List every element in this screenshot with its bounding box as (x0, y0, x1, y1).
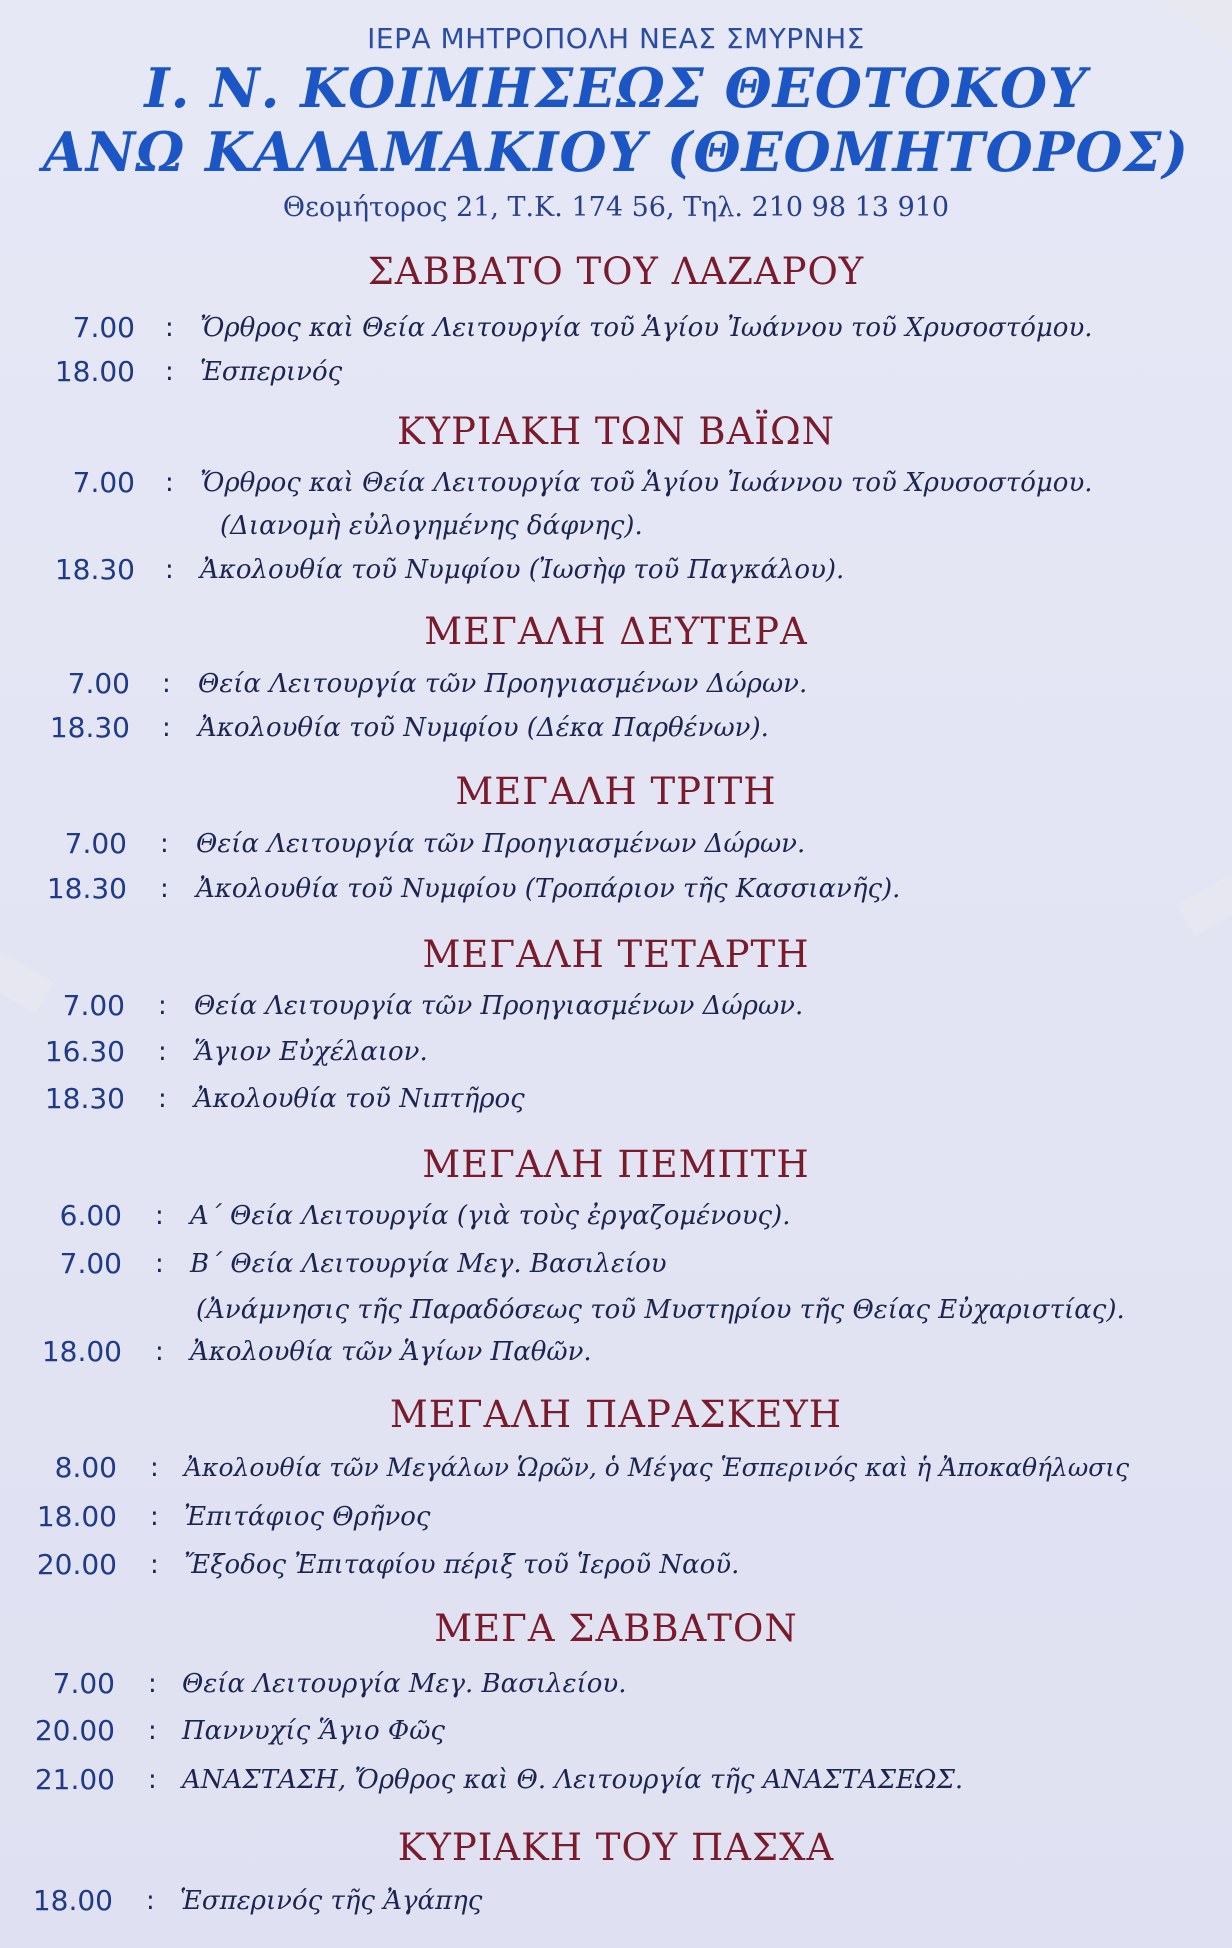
section-title-holy-friday: ΜΕΓΑΛΗ ΠΑΡΑΣΚΕΥΗ (389, 1393, 843, 1436)
service-description: Θεία Λειτουργία τῶν Προηγιασμένων Δώρων. (196, 829, 806, 859)
service-time: 7.00 (59, 1247, 122, 1280)
schedule-row (0, 350, 1232, 394)
service-description: Β΄ Θεία Λειτουργία Μεγ. Βασιλείου (190, 1249, 667, 1279)
service-time: 7.00 (67, 667, 130, 700)
service-time: 20.00 (34, 1714, 115, 1747)
service-description: Ἔξοδος Ἐπιταφίου πέριξ τοῦ Ἱεροῦ Ναοῦ. (184, 1550, 740, 1580)
service-description: Θεία Λειτουργία Μεγ. Βασιλείου. (182, 1669, 627, 1699)
schedule-row (0, 706, 1232, 750)
service-description: Ἀκολουθία τοῦ Νυμφίου (Τροπάριον τῆς Κασσιανῆς). (196, 874, 901, 904)
schedule-row (0, 662, 1232, 706)
service-time: 18.00 (32, 1884, 113, 1917)
time-separator: : (160, 874, 169, 904)
service-time: 7.00 (72, 311, 135, 344)
schedule-row (0, 1879, 1232, 1923)
time-separator: : (165, 468, 174, 498)
schedule-row (0, 1077, 1232, 1121)
service-time: 20.00 (36, 1548, 117, 1581)
schedule-row (0, 548, 1232, 592)
section-title-holy-tuesday: ΜΕΓΑΛΗ ΤΡΙΤΗ (455, 770, 777, 813)
service-time: 8.00 (54, 1451, 117, 1484)
schedule-row (0, 984, 1232, 1028)
schedule-row (0, 1495, 1232, 1539)
service-description: Ὄρθρος καὶ Θεία Λειτουργία τοῦ Ἁγίου Ἰωάννου τοῦ Χρυσοστόμου. (200, 468, 1093, 498)
time-separator: : (160, 829, 169, 859)
service-time: 7.00 (52, 1667, 115, 1700)
service-description: Ἀκολουθία τοῦ Νιπτῆρος (194, 1084, 525, 1114)
service-time: 7.00 (64, 827, 127, 860)
service-description: Ὄρθρος καὶ Θεία Λειτουργία τοῦ Ἁγίου Ἰωάννου τοῦ Χρυσοστόμου. (200, 313, 1093, 343)
schedule-row (0, 461, 1232, 505)
schedule-row (0, 306, 1232, 350)
service-time: 7.00 (62, 989, 125, 1022)
service-description: Ἀκολουθία τῶν Ἁγίων Παθῶν. (190, 1337, 592, 1367)
service-description: Ἅγιον Εὐχέλαιον. (194, 1037, 428, 1067)
time-separator: : (148, 1669, 157, 1699)
section-title-holy-thursday: ΜΕΓΑΛΗ ΠΕΜΠΤΗ (422, 1143, 810, 1186)
service-description: Α΄ Θεία Λειτουργία (γιὰ τοὺς ἐργαζομένους). (190, 1201, 791, 1231)
service-time: 18.30 (54, 553, 135, 586)
time-separator: : (150, 1550, 159, 1580)
time-separator: : (155, 1337, 164, 1367)
schedule-row (0, 1709, 1232, 1753)
service-description: Θεία Λειτουργία τῶν Προηγιασμένων Δώρων. (198, 669, 808, 699)
service-description: Ἑσπερινός (200, 357, 343, 387)
time-separator: : (165, 313, 174, 343)
time-separator: : (148, 1765, 157, 1795)
schedule-row (0, 1446, 1232, 1490)
schedule-row (0, 1242, 1232, 1286)
time-separator: : (162, 669, 171, 699)
service-description: ΑΝΑΣΤΑΣΗ, Ὄρθρος καὶ Θ. Λειτουργία τῆς ΑΝΑΣΤΑΣΕΩΣ. (182, 1765, 964, 1795)
church-name: Ι. Ν. ΚΟΙΜΗΣΕΩΣ ΘΕΟΤΟΚΟΥ (144, 56, 1088, 120)
service-time: 18.30 (46, 872, 127, 905)
time-separator: : (155, 1201, 164, 1231)
time-separator: : (158, 991, 167, 1021)
service-time: 7.00 (72, 466, 135, 499)
section-title-lazarus-saturday: ΣΑΒΒΑΤΟ ΤΟΥ ΛΑΖΑΡΟΥ (367, 250, 865, 293)
service-time: 6.00 (59, 1199, 122, 1232)
service-note: (Ἀνάμνησις τῆς Παραδόσεως τοῦ Μυστηρίου τῆς Θείας Εὐχαριστίας). (196, 1295, 1125, 1325)
schedule-row (0, 1758, 1232, 1802)
service-time: 21.00 (34, 1763, 115, 1796)
church-location: ΑΝΩ ΚΑΛΑΜΑΚΙΟΥ (ΘΕΟΜΗΤΟΡΟΣ) (42, 120, 1190, 184)
schedule-row (0, 867, 1232, 911)
time-separator: : (150, 1453, 159, 1483)
service-time: 18.00 (54, 355, 135, 388)
time-separator: : (146, 1886, 155, 1916)
section-title-palm-sunday: ΚΥΡΙΑΚΗ ΤΩΝ ΒΑΪΩΝ (396, 410, 836, 453)
service-time: 18.30 (49, 711, 130, 744)
service-description: Ἑσπερινός τῆς Ἀγάπης (180, 1886, 483, 1916)
schedule-row (0, 822, 1232, 866)
time-separator: : (148, 1716, 157, 1746)
service-description: Παννυχίς Ἅγιο Φῶς (182, 1716, 445, 1746)
time-separator: : (158, 1037, 167, 1067)
section-title-holy-wednesday: ΜΕΓΑΛΗ ΤΕΤΑΡΤΗ (422, 933, 810, 976)
schedule-row (0, 1662, 1232, 1706)
time-separator: : (158, 1084, 167, 1114)
time-separator: : (165, 555, 174, 585)
service-time: 18.00 (41, 1335, 122, 1368)
service-description: Ἀκολουθία τοῦ Νυμφίου (Ἰωσὴφ τοῦ Παγκάλου). (200, 555, 845, 585)
section-title-easter-sunday: ΚΥΡΙΑΚΗ ΤΟΥ ΠΑΣΧΑ (397, 1826, 835, 1869)
service-description: Θεία Λειτουργία τῶν Προηγιασμένων Δώρων. (194, 991, 804, 1021)
schedule-row (0, 1030, 1232, 1074)
schedule-row (0, 1194, 1232, 1238)
service-time: 18.00 (36, 1500, 117, 1533)
service-note: (Διανομὴ εὐλογημένης δάφνης). (220, 511, 643, 541)
schedule-row (0, 1543, 1232, 1587)
church-address: Θεομήτορος 21, Τ.Κ. 174 56, Τηλ. 210 98 13 910 (282, 192, 950, 223)
service-description: Ἀκολουθία τῶν Μεγάλων Ὡρῶν, ὁ Μέγας Ἑσπερινός καὶ ἡ Ἀποκαθήλωσις (184, 1453, 1130, 1482)
service-description: Ἀκολουθία τοῦ Νυμφίου (Δέκα Παρθένων). (198, 713, 769, 743)
time-separator: : (162, 713, 171, 743)
schedule-row (0, 1330, 1232, 1374)
service-time: 16.30 (44, 1035, 125, 1068)
section-title-holy-saturday: ΜΕΓΑ ΣΑΒΒΑΤΟΝ (434, 1607, 798, 1650)
service-time: 18.30 (44, 1082, 125, 1115)
service-description: Ἐπιτάφιος Θρῆνος (184, 1502, 431, 1532)
section-title-holy-monday: ΜΕΓΑΛΗ ΔΕΥΤΕΡΑ (424, 610, 808, 653)
metropolis-name: ΙΕΡΑ ΜΗΤΡΟΠΟΛΗ ΝΕΑΣ ΣΜΥΡΝΗΣ (367, 22, 865, 55)
time-separator: : (165, 357, 174, 387)
time-separator: : (150, 1502, 159, 1532)
time-separator: : (155, 1249, 164, 1279)
parish-header (0, 22, 1232, 228)
